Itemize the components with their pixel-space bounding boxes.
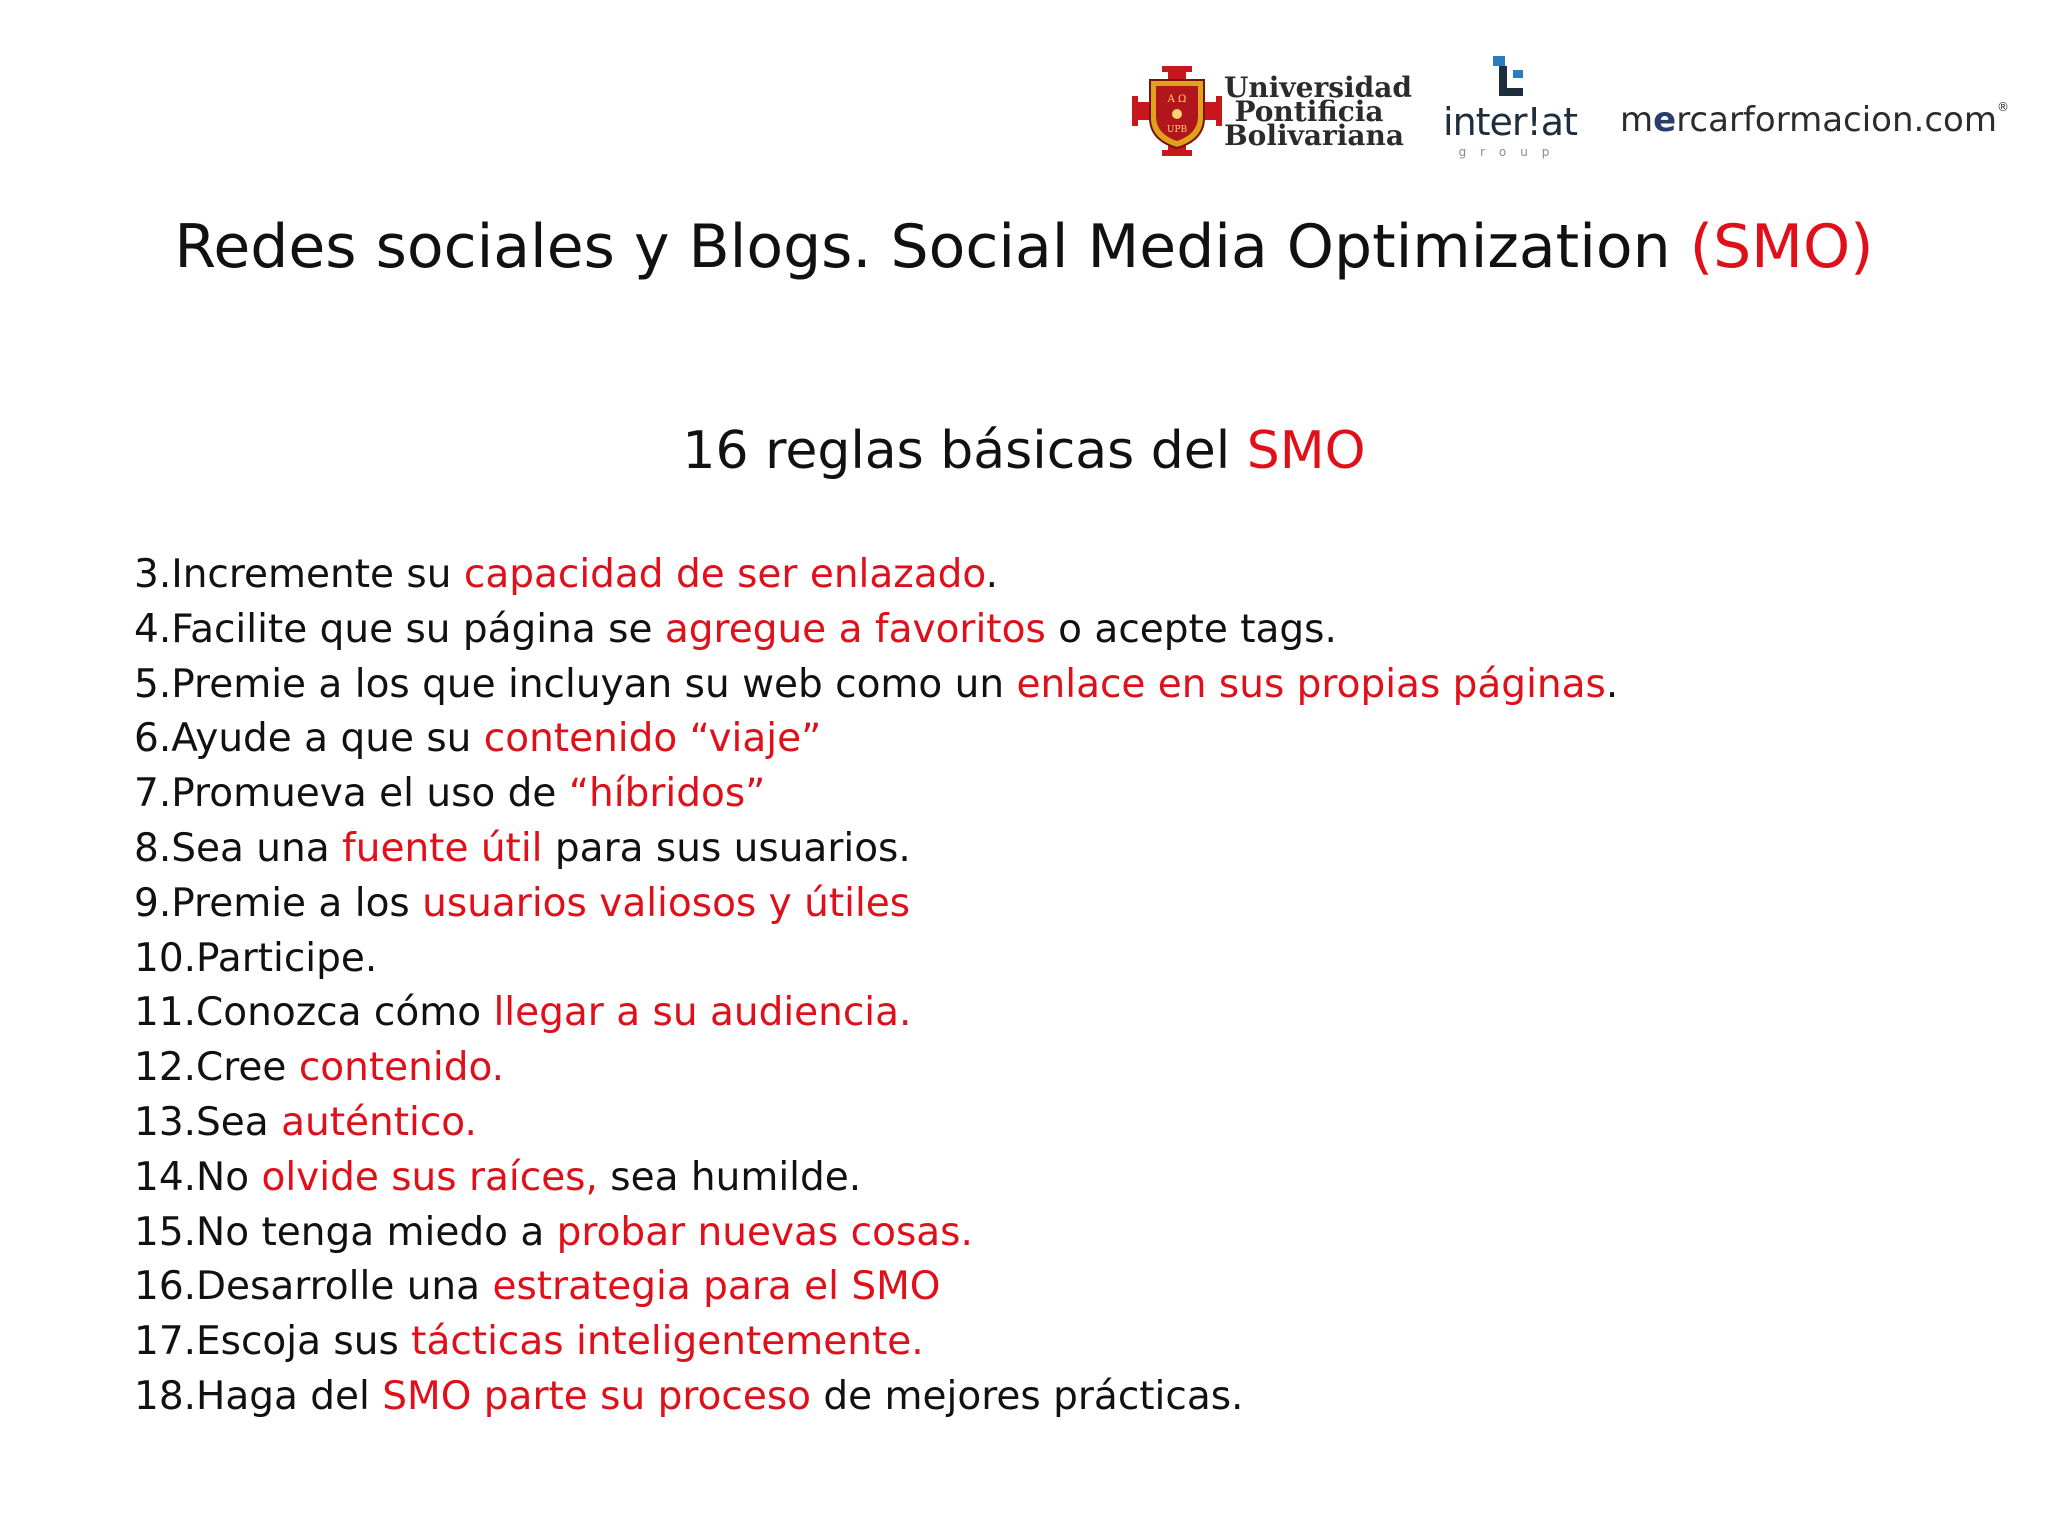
- registered-icon: ®: [1996, 100, 2009, 114]
- rule-item: [134, 877, 1618, 932]
- rule-text: 15.No tenga miedo a: [134, 1209, 557, 1255]
- rule-text: 16.Desarrolle una: [134, 1264, 493, 1310]
- rule-text: 4.Facilite que su página se: [134, 606, 665, 652]
- rules-list: [134, 548, 1618, 1425]
- interlat-sub: group: [1458, 145, 1564, 159]
- rule-highlight: tácticas inteligentemente.: [411, 1319, 924, 1365]
- rule-text: 10.Participe.: [134, 935, 378, 981]
- rule-item: [134, 1041, 1618, 1096]
- rule-highlight: contenido “viaje”: [483, 716, 822, 762]
- rule-item: [134, 767, 1618, 822]
- rule-highlight: auténtico.: [281, 1099, 477, 1145]
- rule-item: [134, 658, 1618, 713]
- rule-item: [134, 1315, 1618, 1370]
- rule-item: [134, 1206, 1618, 1261]
- rule-text: 5.Premie a los que incluyan su web como un: [134, 661, 1017, 707]
- rule-text: 8.Sea una: [134, 825, 342, 871]
- rule-item: [134, 1370, 1618, 1425]
- rule-text: de mejores prácticas.: [811, 1373, 1244, 1419]
- interlat-word: inter!at: [1443, 100, 1577, 144]
- rule-highlight: contenido.: [298, 1045, 505, 1091]
- section-subtitle: [0, 421, 2048, 481]
- rule-highlight: usuarios valiosos y útiles: [422, 880, 911, 926]
- rule-item: [134, 822, 1618, 877]
- upb-line-2: Pontificia: [1234, 95, 1384, 128]
- rule-text: 18.Haga del: [134, 1373, 383, 1419]
- rule-text: 13.Sea: [134, 1099, 282, 1145]
- rule-highlight: agregue a favoritos: [664, 606, 1046, 652]
- rule-item: [134, 932, 1618, 987]
- rule-item: [134, 1151, 1618, 1206]
- rule-item: [134, 603, 1618, 658]
- upb-shield-top: Α Ω: [1167, 94, 1187, 105]
- rule-highlight: SMO parte su proceso: [382, 1373, 812, 1419]
- rule-highlight: probar nuevas cosas.: [556, 1209, 973, 1255]
- rule-item: [134, 986, 1618, 1041]
- rule-item: [134, 1096, 1618, 1151]
- rule-text: .: [985, 552, 999, 597]
- rule-text: 17.Escoja sus: [134, 1319, 412, 1365]
- mercar-post: rcarformacion.com: [1676, 100, 1997, 140]
- upb-line-1: Universidad: [1224, 71, 1412, 104]
- page-title-main: Redes sociales y Blogs. Social Media Optimization: [174, 212, 1690, 282]
- upb-shield-icon: [1132, 66, 1222, 156]
- upb-logo: [1132, 66, 1412, 162]
- upb-line-3: Bolivariana: [1224, 119, 1405, 152]
- subtitle-highlight: SMO: [1246, 421, 1366, 481]
- rule-text: .: [1605, 661, 1619, 707]
- mercar-e: e: [1653, 100, 1677, 140]
- rule-item: [134, 1260, 1618, 1315]
- rule-text: 7.Promueva el uso de: [134, 771, 569, 817]
- rule-text: 14.No: [134, 1154, 262, 1200]
- rule-highlight: olvide sus raíces,: [261, 1154, 598, 1200]
- mercar-pre: m: [1620, 100, 1654, 140]
- upb-wordmark: [1224, 71, 1412, 152]
- page-title-highlight: (SMO): [1689, 212, 1874, 282]
- rule-highlight: fuente útil: [342, 825, 543, 871]
- rule-text: 3.Incremente su: [134, 552, 464, 597]
- rule-text: o acepte tags.: [1045, 606, 1337, 652]
- rule-text: 11.Conozca cómo: [134, 990, 494, 1036]
- rule-text: 12.Cree: [134, 1045, 299, 1091]
- header-logos: [1120, 60, 2020, 160]
- rule-highlight: “híbridos”: [568, 771, 766, 817]
- rule-text: para sus usuarios.: [542, 825, 911, 871]
- upb-shield-bottom: UPB: [1166, 125, 1188, 135]
- rule-highlight: llegar a su audiencia.: [493, 990, 912, 1036]
- rule-item: [134, 548, 1618, 603]
- subtitle-main: 16 reglas básicas del: [682, 421, 1247, 481]
- rule-highlight: capacidad de ser enlazado: [463, 552, 986, 597]
- interlat-logo: [1435, 50, 1585, 162]
- rule-text: 6.Ayude a que su: [134, 716, 484, 762]
- rule-highlight: estrategia para el SMO: [492, 1264, 941, 1310]
- rule-item: [134, 712, 1618, 767]
- rule-text: sea humilde.: [597, 1154, 862, 1200]
- page-title: [0, 212, 2048, 282]
- mercarformacion-logo: [1620, 100, 2009, 140]
- rule-highlight: enlace en sus propias páginas: [1016, 661, 1606, 707]
- rule-text: 9.Premie a los: [134, 880, 423, 926]
